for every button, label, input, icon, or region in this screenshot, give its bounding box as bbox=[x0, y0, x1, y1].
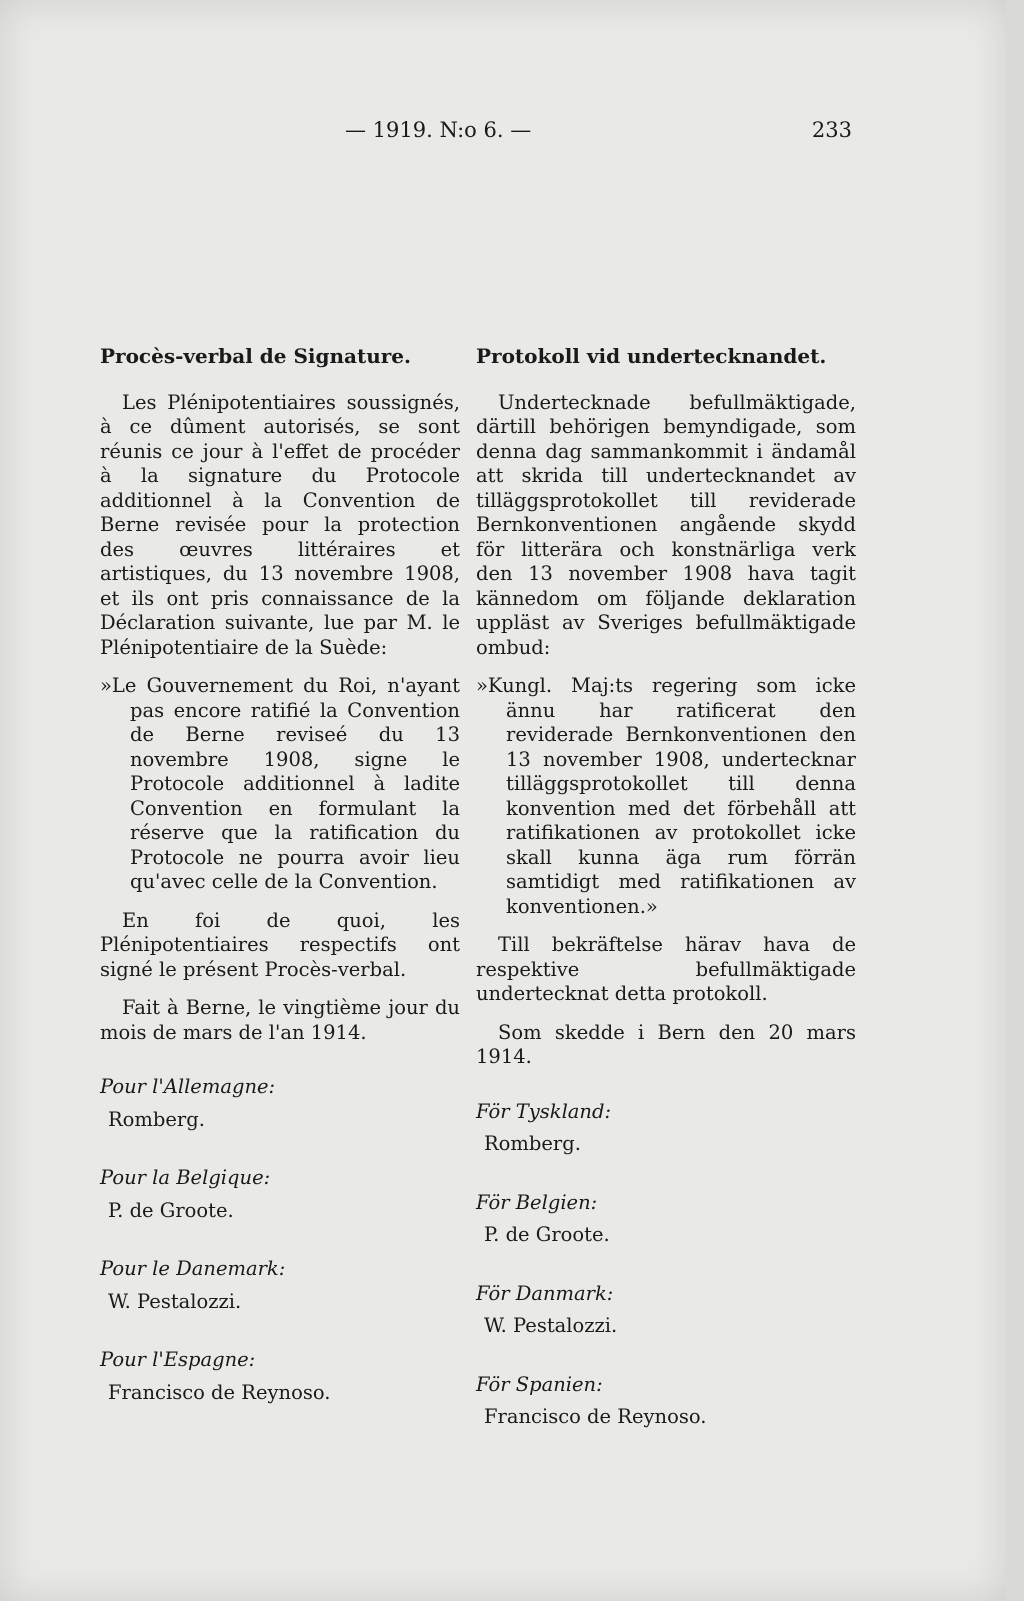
signature-entry bbox=[100, 1348, 460, 1405]
french-faith-paragraph: En foi de quoi, les Plénipotentiaires respectifs ont signé le présent Procès-verbal. bbox=[100, 908, 460, 981]
signature-name: Francisco de Reynoso. bbox=[108, 1380, 331, 1404]
signature-country: För Danmark: bbox=[476, 1281, 614, 1305]
signature-entry bbox=[100, 1166, 460, 1223]
french-column bbox=[100, 344, 460, 1439]
signature-name: P. de Groote. bbox=[484, 1223, 610, 1246]
signature-entry bbox=[476, 1100, 856, 1157]
signature-name: W. Pestalozzi. bbox=[484, 1314, 618, 1337]
swedish-column bbox=[476, 344, 856, 1464]
swedish-done-paragraph: Som skedde i Bern den 20 mars 1914. bbox=[476, 1020, 856, 1068]
signature-name: Romberg. bbox=[484, 1132, 581, 1155]
signature-entry bbox=[100, 1075, 460, 1132]
signature-country: För Belgien: bbox=[476, 1190, 598, 1214]
header-year-number: — 1919. N:o 6. — bbox=[345, 118, 532, 142]
french-heading: Procès-verbal de Signature. bbox=[100, 344, 411, 368]
signature-entry bbox=[476, 1282, 856, 1339]
signature-name: W. Pestalozzi. bbox=[108, 1289, 242, 1313]
swedish-signatures bbox=[476, 1100, 856, 1430]
signature-entry bbox=[100, 1257, 460, 1314]
signature-name: Romberg. bbox=[108, 1107, 205, 1131]
signature-entry bbox=[476, 1373, 856, 1430]
signature-name: Francisco de Reynoso. bbox=[484, 1405, 707, 1428]
french-signatures bbox=[100, 1075, 460, 1405]
signature-country: Pour l'Allemagne: bbox=[100, 1075, 276, 1098]
signature-country: Pour l'Espagne: bbox=[100, 1348, 256, 1371]
swedish-declaration: »Kungl. Maj:ts regering som icke ännu har ratificerat den reviderade Bernkonventionen den 13 november 1908, undertecknar tilläggsprotokollet till denna konvention med det förbehåll att ratifikationen av protokollet icke skall kunna äga rum förrän samtidigt med ratifikationen av konventionen.» bbox=[476, 674, 856, 918]
signature-country: Pour le Danemark: bbox=[100, 1257, 286, 1280]
page-number: 233 bbox=[811, 118, 852, 142]
french-declaration: »Le Gouvernement du Roi, n'ayant pas encore ratifié la Convention de Berne reviseé du 13 novembre 1908, signe le Protocole additionnel à ladite Convention en formulant la réserve que la ratification du Protocole ne pourra avoir lieu qu'avec celle de la Convention. bbox=[100, 674, 460, 893]
signature-country: Pour la Belgique: bbox=[100, 1166, 271, 1189]
swedish-intro-paragraph: Undertecknade befullmäktigade, därtill behörigen bemyndigade, som denna dag sammankommit i ändamål att skrida till undertecknandet av tilläggsprotokollet till reviderade Bernkonventionen angående skydd för litterära och konstnärliga verk den 13 november 1908 hava tagit kännedom om följande deklaration uppläst av Sveriges befullmäktigade ombud: bbox=[476, 390, 856, 659]
swedish-heading: Protokoll vid undertecknandet. bbox=[476, 344, 827, 368]
french-intro-paragraph: Les Plénipotentiaires soussignés, à ce dûment autorisés, se sont réunis ce jour à l'effet de procéder à la signature du Protocole additionnel à la Convention de Berne revisée pour la protection des œuvres littéraires et artistiques, du 13 novembre 1908, et ils ont pris connaissance de la Déclaration suivante, lue par M. le Plénipotentiaire de la Suède: bbox=[100, 390, 460, 659]
signature-country: För Tyskland: bbox=[476, 1099, 612, 1123]
signature-country: För Spanien: bbox=[476, 1372, 603, 1396]
running-header bbox=[0, 118, 1006, 150]
signature-name: P. de Groote. bbox=[108, 1198, 234, 1222]
swedish-faith-paragraph: Till bekräftelse härav hava de respektive befullmäktigade undertecknat detta protokoll. bbox=[476, 933, 856, 1005]
french-done-paragraph: Fait à Berne, le vingtième jour du mois de mars de l'an 1914. bbox=[100, 996, 460, 1044]
signature-entry bbox=[476, 1191, 856, 1248]
